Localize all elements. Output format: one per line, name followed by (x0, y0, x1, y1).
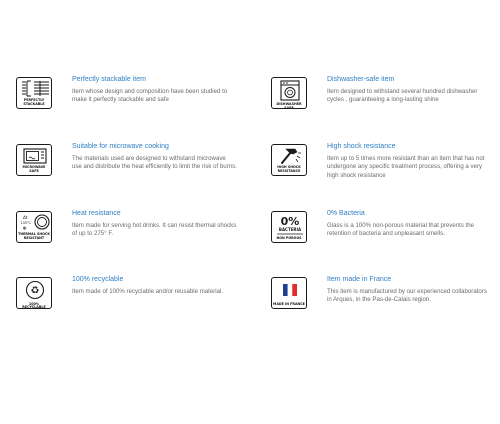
svg-text:♻: ♻ (30, 285, 40, 297)
feature-text (327, 209, 492, 239)
feature-title: Suitable for microwave cooking (72, 143, 169, 150)
feature-text (72, 209, 237, 239)
icon-bacteria-text: BACTERIA (278, 227, 302, 232)
feature-title: High shock resistance (327, 143, 396, 150)
recycle-icon (16, 277, 52, 309)
france-flag-icon (271, 277, 307, 309)
feature-text (72, 142, 237, 172)
feature-text (327, 75, 492, 105)
svg-text:❄: ❄ (22, 226, 27, 232)
feature-title: Perfectly stackable item (72, 76, 146, 83)
feature-description: Item designed to withstand several hundred dishwasher cycles , guaranteeing a long-lasting shine (327, 88, 478, 104)
icon-caption: NON POROUS (276, 235, 302, 240)
feature-text (72, 275, 237, 296)
feature-description: Item made of 100% recyclable and/or reusable material. (72, 288, 224, 295)
hammer-icon (271, 144, 307, 176)
icon-caption: PERFECTLY STACKABLE (23, 98, 45, 106)
feature-description: This item is manufactured by our experienced collaborators in Arques, in the Pas-de-Calais region. (327, 288, 487, 304)
feature-title: 100% recyclable (72, 276, 124, 283)
icon-caption: MADE IN FRANCE (273, 301, 305, 306)
microwave-icon (16, 144, 52, 176)
icon-caption: HIGH SHOCK RESISTANCE (277, 165, 301, 173)
icon-caption: 100% RECYCLABLE (22, 301, 46, 309)
icon-delta-text: Δt (23, 215, 28, 220)
icon-caption: THERMAL SHOCK RESISTANT (18, 232, 50, 240)
feature-description: Item whose design and composition have been studied to make it perfectly stackable and safe (72, 88, 228, 104)
feature-title: Dishwasher-safe item (327, 76, 395, 83)
feature-text (327, 275, 492, 305)
icon-temp-text: 135°C (20, 221, 32, 225)
feature-text (327, 142, 492, 180)
feature-description: Glass is a 100% non-porous material that prevents the retention of bacteria and unpleasant smells. (327, 222, 475, 238)
dishwasher-icon (271, 77, 307, 109)
icon-percent-text: 0% (280, 215, 300, 228)
feature-description: Item up to 5 times more resistant than an item that has not undergone any specific treatment process, offering a very high shock resistance (327, 155, 485, 179)
icon-caption: DISHWASHER SAFE (276, 102, 302, 109)
feature-description: The materials used are designed to withstand microwave use and distribute the heat efficiently to limit the risk of burns. (72, 155, 237, 171)
feature-title: 0% Bacteria (327, 210, 365, 217)
thermal-shock-icon (16, 211, 52, 243)
feature-title: Item made in France (327, 276, 392, 283)
feature-description: Item made for serving hot drinks. It can resist thermal shocks of up to 275° F. (72, 222, 237, 238)
icon-caption: MICROWAVE SAFE (22, 165, 46, 173)
feature-title: Heat resistance (72, 210, 121, 217)
bacteria-icon (271, 211, 307, 243)
feature-text (72, 75, 237, 105)
stackable-icon (16, 77, 52, 109)
